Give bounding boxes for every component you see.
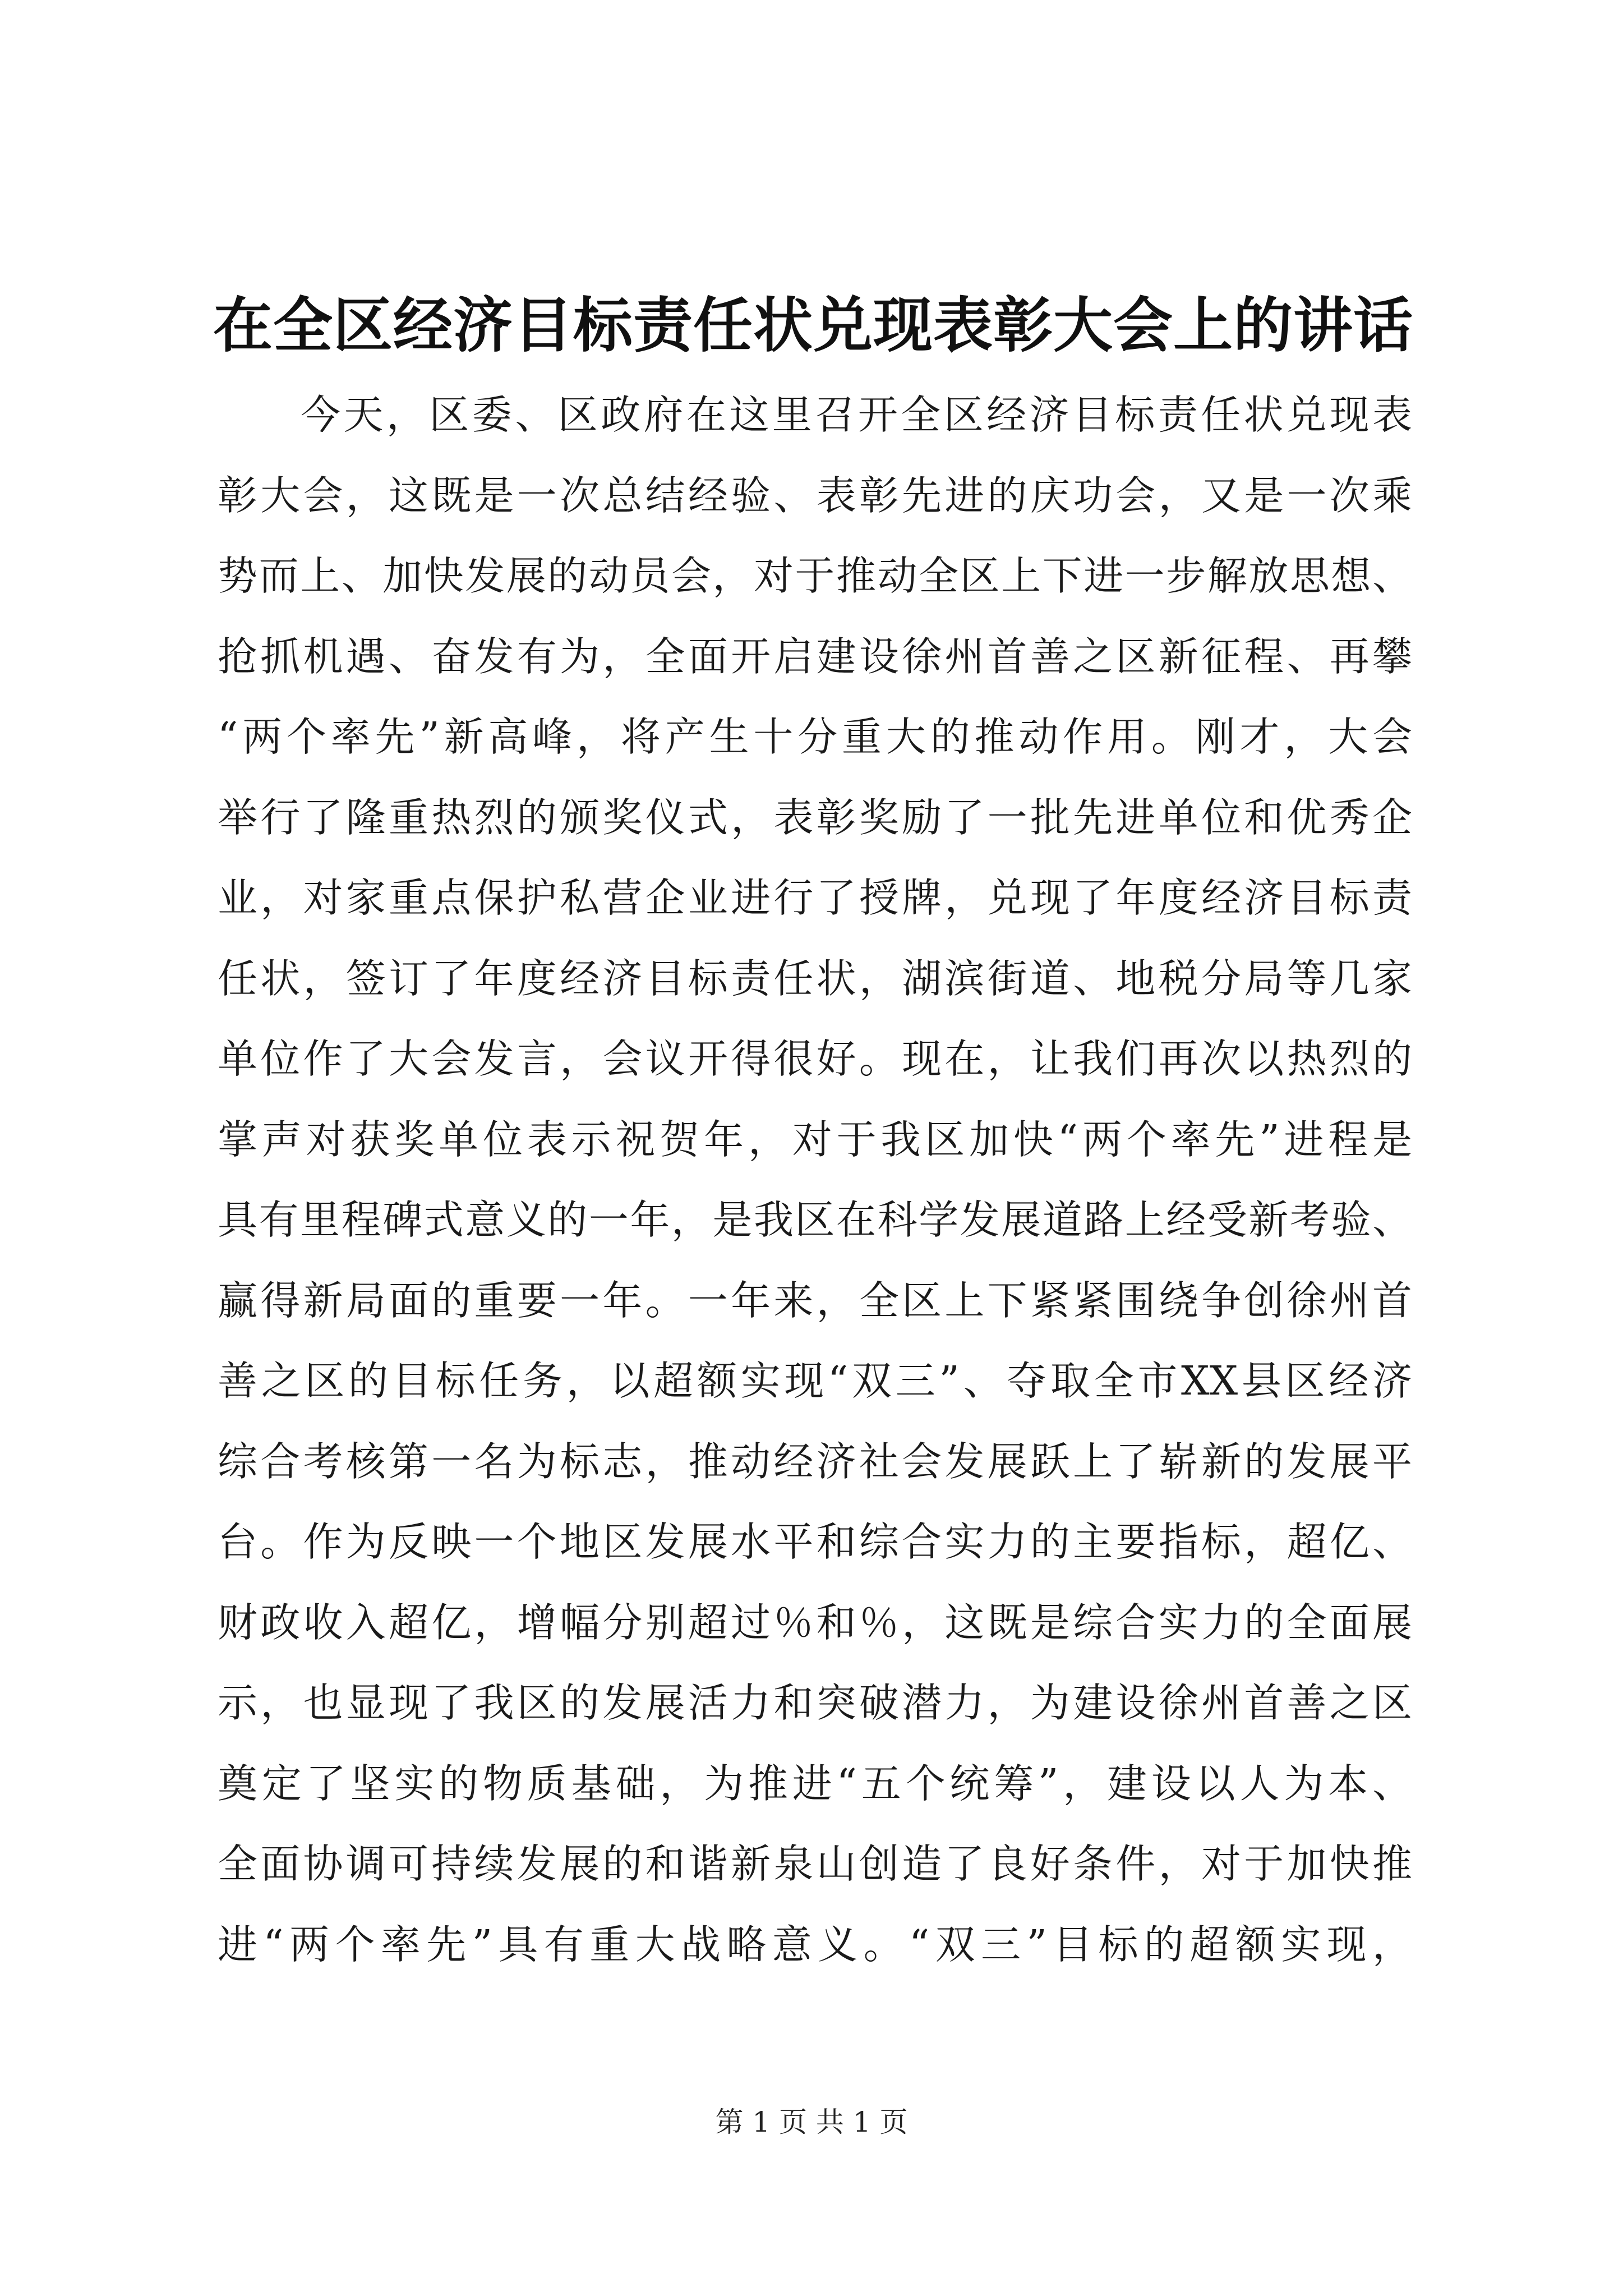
text-line: 全面协调可持续发展的和谐新泉山创造了良好条件，对于加快推 [218, 1841, 1412, 1887]
text-line: 举行了隆重热烈的颁奖仪式，表彰奖励了一批先进单位和优秀企 [218, 794, 1412, 841]
page-footer: 第 1 页 共 1 页 [715, 2106, 908, 2138]
body-paragraph [218, 375, 1412, 1985]
text-line: 掌声对获奖单位表示祝贺年，对于我区加快“两个率先”进程是 [218, 1116, 1412, 1163]
text-line: 台。作为反映一个地区发展水平和综合实力的主要指标，超亿、 [218, 1519, 1412, 1565]
text-line: 单位作了大会发言，会议开得很好。现在，让我们再次以热烈的 [218, 1036, 1412, 1082]
text-line: 综合考核第一名为标志，推动经济社会发展跃上了崭新的发展平 [218, 1438, 1412, 1485]
document-title: 在全区经济目标责任状兑现表彰大会上的讲话 [213, 290, 1413, 360]
text-line: 进“两个率先”具有重大战略意义。“双三”目标的超额实现， [218, 1921, 1412, 1968]
text-line: 今天，区委、区政府在这里召开全区经济目标责任状兑现表 [301, 392, 1412, 438]
text-line: 势而上、加快发展的动员会，对于推动全区上下进一步解放思想、 [218, 553, 1412, 599]
text-line: 彰大会，这既是一次总结经验、表彰先进的庆功会，又是一次乘 [218, 472, 1412, 519]
text-line: 具有里程碑式意义的一年，是我区在科学发展道路上经受新考验、 [218, 1197, 1412, 1243]
text-line: “两个率先”新高峰，将产生十分重大的推动作用。刚才，大会 [218, 714, 1412, 760]
text-line: 善之区的目标任务，以超额实现“双三”、夺取全市XX县区经济 [218, 1358, 1412, 1404]
text-line: 业，对家重点保护私营企业进行了授牌，兑现了年度经济目标责 [218, 875, 1412, 921]
text-line: 赢得新局面的重要一年。一年来，全区上下紧紧围绕争创徐州首 [218, 1277, 1412, 1324]
text-line: 抢抓机遇、奋发有为，全面开启建设徐州首善之区新征程、再攀 [218, 633, 1412, 680]
text-line: 财政收入超亿，增幅分别超过％和％，这既是综合实力的全面展 [218, 1599, 1412, 1646]
text-line: 示，也显现了我区的发展活力和突破潜力，为建设徐州首善之区 [218, 1680, 1412, 1726]
text-line: 任状，签订了年度经济目标责任状，湖滨街道、地税分局等几家 [218, 955, 1412, 1002]
text-line: 奠定了坚实的物质基础，为推进“五个统筹”，建设以人为本、 [218, 1760, 1412, 1807]
